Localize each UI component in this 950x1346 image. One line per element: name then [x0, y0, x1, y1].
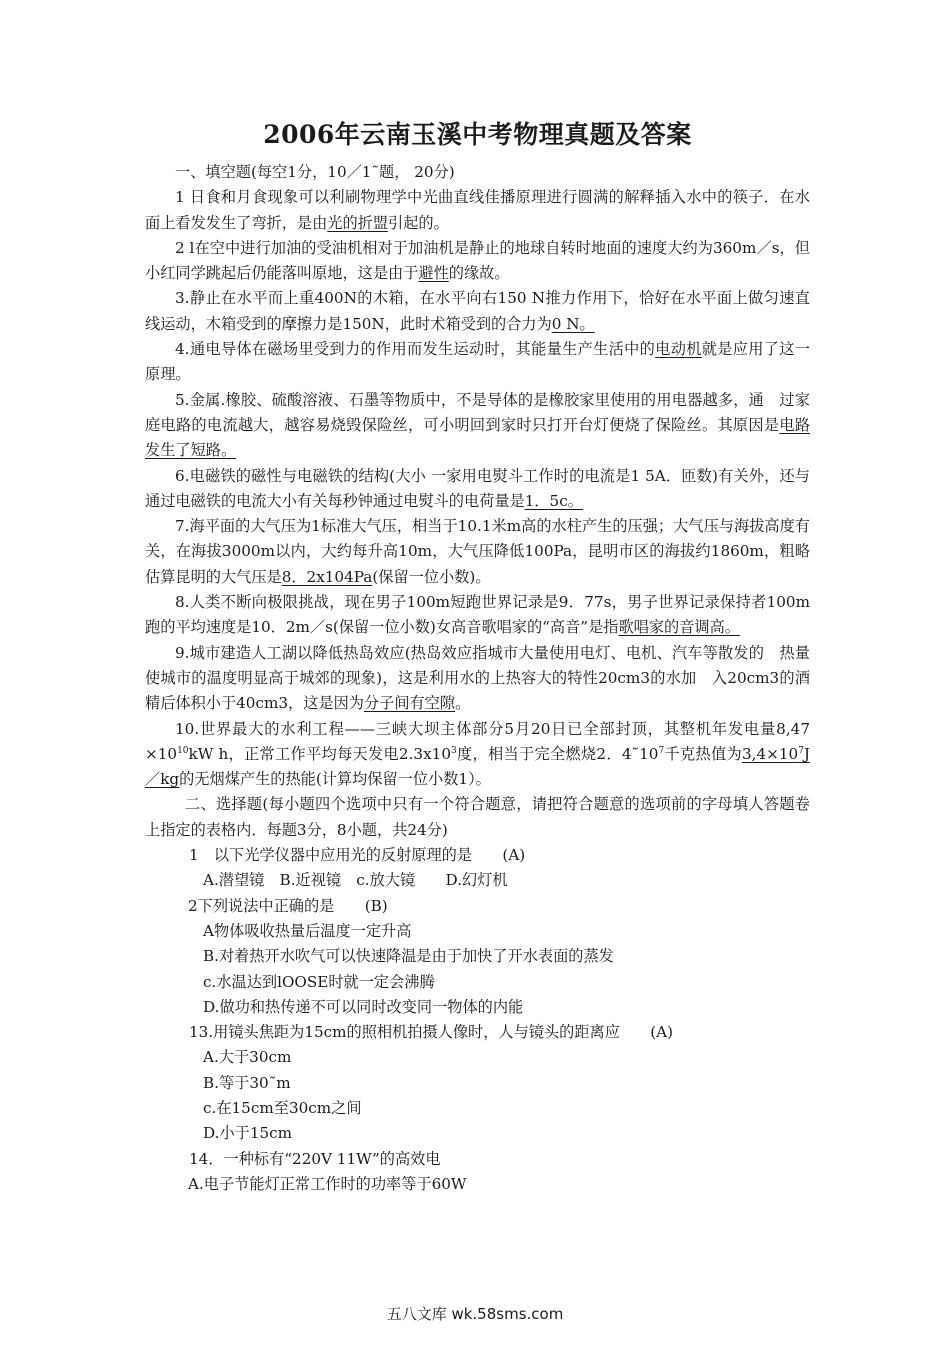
answer-part: 3,4×10	[741, 744, 799, 763]
answer: 光的折盟	[327, 213, 388, 232]
mc-2-option-c: c.水温达到lOOSE时就一定会沸腾	[203, 972, 435, 991]
answer: 电动机	[655, 340, 702, 359]
mc-2-option-d: D.做功和热传递不可以同时改变同一物体的内能	[203, 997, 524, 1016]
question-text: 1 日食和月食现象可以利刷物理学中光曲直线佳播原理进行圆满的解释插入水中的筷子．在水面上看发发生了弯折，是由	[145, 188, 810, 232]
question-text: 千克热值为	[664, 744, 742, 763]
question-text: 4.通电导体在磁场里受到力的作用而发生运动时，其能量生产生活中的	[175, 340, 656, 359]
answer: 1．5c。	[524, 491, 583, 510]
question-text: 8.人类不断向极限挑战，现在男子100m短跑世界记录是9．77s，男子世界记录保持者100m 跑的平均速度是10．2m／s(保留一位小数)女高音歌唱家的“高音”是指	[145, 593, 810, 637]
document-title: 2006年云南玉溪中考物理真题及答案	[263, 120, 692, 149]
mc-1-stem: 1 以下光学仪器中应用光的反射原理的是 (A)	[189, 846, 526, 865]
question-4	[145, 337, 810, 388]
question-text: 6.电磁铁的磁性与电磁铁的结构(大小 一家用电熨斗工作时的电流是1 5A．匝数)有关外，还与通过电磁铁的电流大小有关每秒钟通过电熨斗的电荷量是	[145, 466, 810, 510]
question-tail: (保留一位小数)。	[372, 567, 491, 586]
question-3	[145, 286, 810, 337]
question-7	[145, 514, 810, 590]
superscript: 7	[658, 745, 665, 756]
mc-13-option-c: c.在15cm至30cm之间	[203, 1098, 362, 1117]
superscript: 10	[177, 745, 189, 756]
mc-2-option-a: A物体吸收热量后温度一定升高	[203, 921, 412, 940]
question-text: 9.城市建造人工湖以降低热岛效应(热岛效应指城市大量使用电灯、电机、汽车等散发的 热量使城市的温度明显高于城郊的现象)，这是利用水的上热容大的特性20cm3的水加 入20cm3的酒精后体积小于40cm3，这是因为	[145, 643, 810, 713]
section-1-header: 一、填空题(每空1分，10／1˜题， 20分)	[175, 163, 455, 181]
question-6	[145, 464, 810, 515]
question-text: 3.静止在水平而上重400N的木箱，在水平向右150 N推力作用下，恰好在水平面上做匀速直线运动，木箱受到的摩擦力是150N，此时术箱受到的合力为	[145, 289, 810, 333]
superscript: 3	[450, 745, 457, 756]
mc-2-stem: 2下列说法中正确的是 (B)	[188, 896, 388, 915]
answer: 0 N。	[551, 314, 595, 333]
mc-14-stem: 14．一种标有“220V 11W”的高效电	[189, 1149, 441, 1168]
question-tail: 引起的。	[388, 213, 449, 232]
question-1	[145, 185, 810, 236]
question-9	[145, 641, 810, 717]
mc-13-option-a: A.大于30cm	[203, 1048, 292, 1067]
question-text: 7.海平面的大气压为1标准大气压，相当于10.1米m高的水柱产生的压强；大气压与海拔高度有关，在海拔3000m以内，大约每升高10m，大气压降低100Pa，昆明市区的海拔约1860m，粗略估算昆明的大气压是	[145, 517, 810, 586]
question-10	[145, 717, 810, 793]
mc-1-options: A.潜望镜 B.近视镜 c.放大镜 D.幻灯机	[203, 871, 508, 890]
answer: 避性	[418, 264, 449, 283]
question-text: 度，相当于完全燃烧2．4˜10	[456, 744, 659, 763]
answer: 8．2x104Pa	[281, 567, 373, 586]
mc-2-option-b: B.对着热开水吹气可以快速降温是由于加快了开水表面的蒸发	[203, 947, 614, 966]
answer-part: J／kg	[145, 744, 811, 789]
question-text: 5.金属.橡胶、硫酸溶液、石墨等物质中，不是导体的是橡胶家里使用的用电器越多，通 过家庭电路的电流越大，越容易烧毁保险丝，可小明回到家时只打开台灯便烧了保险丝。其原因是	[145, 390, 810, 434]
question-text: 2 l在空中进行加油的受油机相对于加油机是静止的地球自转时地面的速度大约为360m／s，但小红同学跳起后仍能落叫原地，这是由于	[145, 238, 810, 283]
footer-watermark: 五八文库 wk.58sms.com	[386, 1305, 564, 1323]
question-text: kW h，正常工作平均每天发电2.3x10	[188, 744, 451, 763]
mc-14-option-a: A.电子节能灯正常工作时的功率等于60W	[188, 1174, 467, 1193]
question-text: 10.世界最大的水利工程——三峡大坝主体部分5月20日已全部封顶，其整机年发电量8,47 ×10	[145, 719, 810, 763]
answer: 歌唱家的音调高。	[618, 618, 740, 637]
question-tail: 就是应用了这一原理。	[145, 340, 811, 384]
superscript: 7	[798, 745, 804, 756]
answer: 电路发生了短路。	[145, 415, 811, 460]
answer: 分子间有空隙	[363, 694, 456, 713]
question-8	[145, 590, 810, 641]
mc-13-option-b: B.等于30˜m	[203, 1073, 291, 1092]
question-2	[145, 236, 810, 287]
question-tail: 的无烟煤产生的热能(计算均保留一位小数1）。	[179, 770, 491, 789]
document-page	[145, 118, 810, 1197]
section-2-header: 二、选择题(每小题四个选项中只有一个符合题意，请把符合题意的选项前的字母填人答题卷上指定的表格内．每题3分，8小题，共24分)	[145, 795, 810, 839]
question-tail: 的缘故。	[448, 264, 510, 283]
question-5	[145, 388, 810, 464]
mc-13-stem: 13.用镜头焦距为15cm的照相机拍摄人像时，人与镜头的距离应 (A)	[189, 1023, 674, 1042]
mc-13-option-d: D.小于15cm	[203, 1124, 293, 1143]
question-tail: 。	[455, 694, 471, 713]
